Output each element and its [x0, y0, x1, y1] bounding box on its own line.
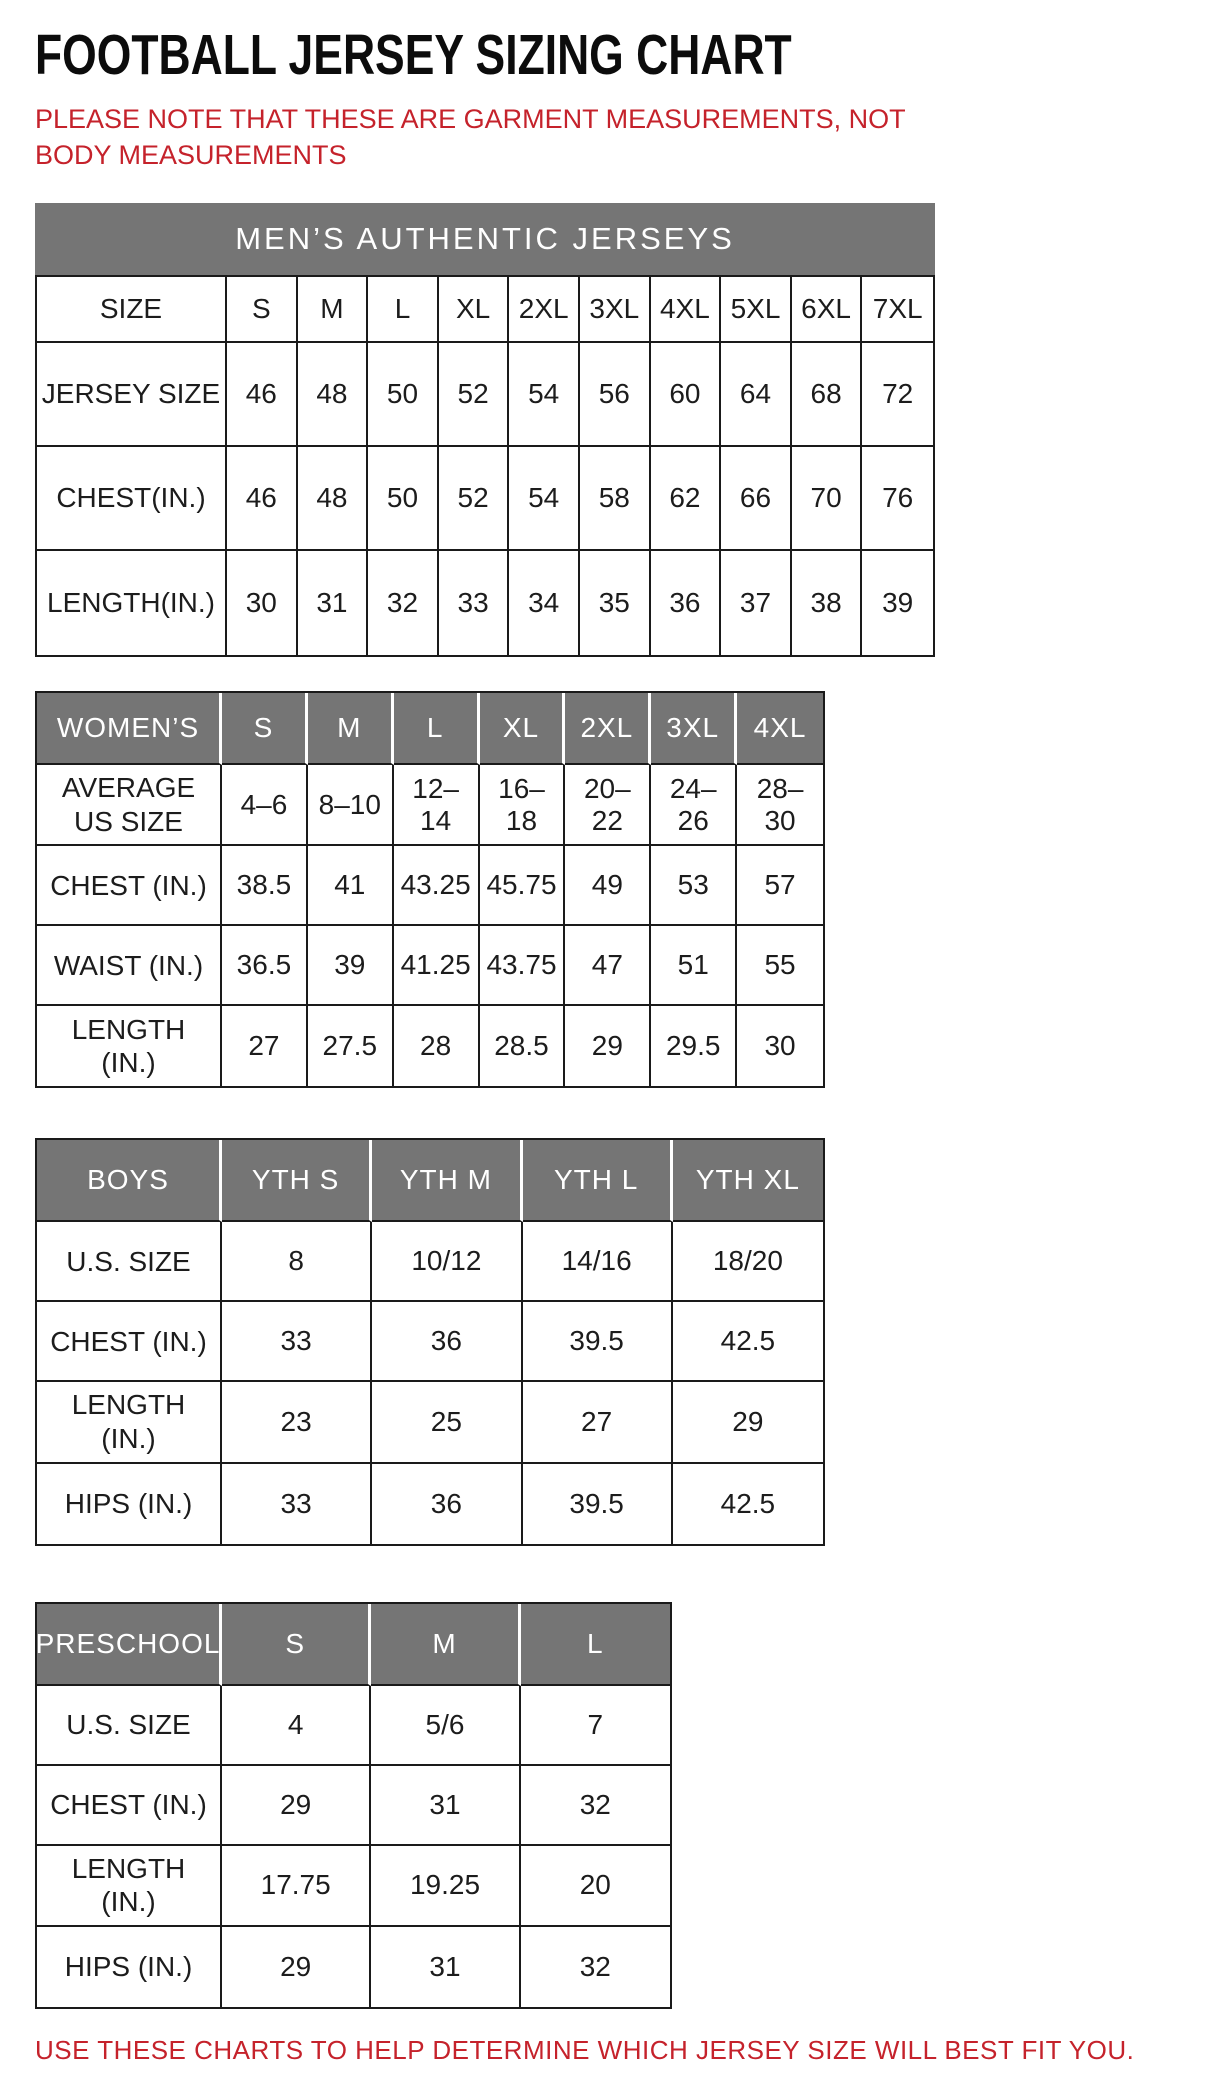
measurement-value-cell: 36 — [372, 1464, 522, 1544]
measurement-value-cell: 39.5 — [523, 1464, 673, 1544]
measurement-value-cell: 45.75 — [480, 846, 566, 926]
size-header-cell: M — [308, 693, 394, 765]
measurement-value-cell: 4 — [222, 1686, 371, 1766]
measurement-value-cell: 5/6 — [371, 1686, 520, 1766]
measurement-value-cell: 29 — [222, 1766, 371, 1846]
measurement-value-cell: 68 — [792, 343, 863, 447]
measurement-value-cell: 32 — [521, 1766, 670, 1846]
row-label-cell: CHEST (IN.) — [37, 1766, 222, 1846]
measurement-value-cell: 27 — [222, 1006, 308, 1086]
measurement-value-cell: 39 — [308, 926, 394, 1006]
measurement-value-cell: 16–18 — [480, 765, 566, 846]
measurement-value-cell: 64 — [721, 343, 792, 447]
measurement-value-cell: 48 — [298, 343, 369, 447]
measurement-value-cell: 7 — [521, 1686, 670, 1766]
measurement-value-cell: 41.25 — [394, 926, 480, 1006]
measurement-value-cell: 31 — [371, 1766, 520, 1846]
measurement-value-cell: 12–14 — [394, 765, 480, 846]
preschool-jerseys-section — [35, 1602, 1185, 2009]
measurement-value-cell: 42.5 — [673, 1464, 823, 1544]
size-header-cell: YTH XL — [673, 1140, 823, 1222]
measurement-value-cell: 33 — [222, 1302, 372, 1382]
measurement-value-cell: 76 — [862, 447, 933, 551]
measurement-value-cell: 19.25 — [371, 1846, 520, 1927]
measurement-value-cell: 58 — [580, 447, 651, 551]
measurement-value-cell: 28 — [394, 1006, 480, 1086]
measurement-value-cell: 62 — [651, 447, 722, 551]
footer-note: USE THESE CHARTS TO HELP DETERMINE WHICH JERSEY SIZE WILL BEST FIT YOU. — [35, 2034, 1135, 2065]
measurement-value-cell: 27 — [523, 1382, 673, 1463]
row-label-cell: U.S. SIZE — [37, 1686, 222, 1766]
measurement-value-cell: 8 — [222, 1222, 372, 1302]
measurement-value-cell: 55 — [737, 926, 823, 1006]
boys-jerseys-section — [35, 1138, 1185, 1545]
table-title-header-cell: WOMEN’S — [37, 693, 222, 765]
measurement-value-cell: 10/12 — [372, 1222, 522, 1302]
womens-sizing-table — [35, 691, 825, 1088]
measurement-value-cell: 43.75 — [480, 926, 566, 1006]
size-header-cell: 3XL — [651, 693, 737, 765]
measurement-value-cell: 52 — [439, 343, 510, 447]
measurement-value-cell: 32 — [368, 551, 439, 655]
measurement-value-cell: 29 — [673, 1382, 823, 1463]
measurement-value-cell: 7XL — [862, 277, 933, 343]
size-header-cell: YTH S — [222, 1140, 372, 1222]
measurement-value-cell: XL — [439, 277, 510, 343]
measurement-value-cell: 50 — [368, 343, 439, 447]
measurement-value-cell: 2XL — [509, 277, 580, 343]
measurement-value-cell: 37 — [721, 551, 792, 655]
measurement-value-cell: 54 — [509, 447, 580, 551]
measurement-value-cell: 36.5 — [222, 926, 308, 1006]
row-label-cell: LENGTH(IN.) — [37, 551, 227, 655]
row-label-cell: HIPS (IN.) — [37, 1464, 222, 1544]
mens-jerseys-section — [35, 203, 1185, 657]
row-label-cell: CHEST(IN.) — [37, 447, 227, 551]
measurement-value-cell: 30 — [227, 551, 298, 655]
measurement-value-cell: 41 — [308, 846, 394, 926]
measurement-value-cell: 52 — [439, 447, 510, 551]
measurement-value-cell: 18/20 — [673, 1222, 823, 1302]
measurement-value-cell: 31 — [371, 1927, 520, 2007]
measurement-value-cell: 36 — [651, 551, 722, 655]
measurement-value-cell: 20 — [521, 1846, 670, 1927]
measurement-value-cell: 54 — [509, 343, 580, 447]
measurement-value-cell: 29.5 — [651, 1006, 737, 1086]
size-header-cell: S — [222, 693, 308, 765]
measurement-value-cell: 35 — [580, 551, 651, 655]
measurement-value-cell: 17.75 — [222, 1846, 371, 1927]
measurement-value-cell: 39 — [862, 551, 933, 655]
row-label-cell: LENGTH (IN.) — [37, 1846, 222, 1927]
size-header-cell: S — [222, 1604, 371, 1686]
measurement-value-cell: 39.5 — [523, 1302, 673, 1382]
measurement-value-cell: M — [298, 277, 369, 343]
measurement-value-cell: 48 — [298, 447, 369, 551]
measurement-value-cell: 28.5 — [480, 1006, 566, 1086]
measurement-value-cell: 33 — [222, 1464, 372, 1544]
size-header-cell: L — [521, 1604, 670, 1686]
measurement-value-cell: 70 — [792, 447, 863, 551]
size-header-cell: 4XL — [737, 693, 823, 765]
measurement-value-cell: 4–6 — [222, 765, 308, 846]
measurement-value-cell: 6XL — [792, 277, 863, 343]
row-label-cell: LENGTH (IN.) — [37, 1382, 222, 1463]
row-label-cell: JERSEY SIZE — [37, 343, 227, 447]
measurement-value-cell: 25 — [372, 1382, 522, 1463]
size-header-cell: YTH M — [372, 1140, 522, 1222]
table-title-header-cell: BOYS — [37, 1140, 222, 1222]
measurement-value-cell: 36 — [372, 1302, 522, 1382]
measurement-value-cell: 56 — [580, 343, 651, 447]
measurement-value-cell: 24–26 — [651, 765, 737, 846]
measurement-value-cell: 60 — [651, 343, 722, 447]
measurement-value-cell: 53 — [651, 846, 737, 926]
row-label-cell: WAIST (IN.) — [37, 926, 222, 1006]
row-label-cell: CHEST (IN.) — [37, 1302, 222, 1382]
measurement-value-cell: 28–30 — [737, 765, 823, 846]
measurement-value-cell: 50 — [368, 447, 439, 551]
size-header-cell: YTH L — [523, 1140, 673, 1222]
measurement-value-cell: 27.5 — [308, 1006, 394, 1086]
measurement-value-cell: 57 — [737, 846, 823, 926]
measurement-value-cell: 34 — [509, 551, 580, 655]
garment-measurements-note: PLEASE NOTE THAT THESE ARE GARMENT MEASUREMENTS, NOT BODY MEASUREMENTS — [35, 104, 906, 170]
row-label-cell: SIZE — [37, 277, 227, 343]
measurement-value-cell: 42.5 — [673, 1302, 823, 1382]
row-label-cell: HIPS (IN.) — [37, 1927, 222, 2007]
size-header-cell: 2XL — [565, 693, 651, 765]
mens-table-banner: MEN’S AUTHENTIC JERSEYS — [35, 203, 935, 275]
table-title-header-cell: PRESCHOOL — [37, 1604, 222, 1686]
measurement-value-cell: 51 — [651, 926, 737, 1006]
measurement-value-cell: 4XL — [651, 277, 722, 343]
page-title: FOOTBALL JERSEY SIZING CHART — [35, 23, 792, 87]
measurement-value-cell: 46 — [227, 343, 298, 447]
measurement-value-cell: 31 — [298, 551, 369, 655]
measurement-value-cell: 66 — [721, 447, 792, 551]
measurement-value-cell: 33 — [439, 551, 510, 655]
measurement-value-cell: 8–10 — [308, 765, 394, 846]
measurement-value-cell: 23 — [222, 1382, 372, 1463]
measurement-value-cell: 20–22 — [565, 765, 651, 846]
measurement-value-cell: 72 — [862, 343, 933, 447]
measurement-value-cell: L — [368, 277, 439, 343]
womens-jerseys-section — [35, 691, 1185, 1088]
measurement-value-cell: S — [227, 277, 298, 343]
measurement-value-cell: 32 — [521, 1927, 670, 2007]
measurement-value-cell: 43.25 — [394, 846, 480, 926]
measurement-value-cell: 47 — [565, 926, 651, 1006]
measurement-value-cell: 29 — [222, 1927, 371, 2007]
measurement-value-cell: 38.5 — [222, 846, 308, 926]
measurement-value-cell: 5XL — [721, 277, 792, 343]
row-label-cell: U.S. SIZE — [37, 1222, 222, 1302]
measurement-value-cell: 30 — [737, 1006, 823, 1086]
size-header-cell: M — [371, 1604, 520, 1686]
measurement-value-cell: 46 — [227, 447, 298, 551]
row-label-cell: LENGTH (IN.) — [37, 1006, 222, 1086]
size-header-cell: XL — [480, 693, 566, 765]
mens-sizing-table — [35, 275, 935, 657]
measurement-value-cell: 14/16 — [523, 1222, 673, 1302]
measurement-value-cell: 29 — [565, 1006, 651, 1086]
row-label-cell: CHEST (IN.) — [37, 846, 222, 926]
boys-sizing-table — [35, 1138, 825, 1545]
measurement-value-cell: 38 — [792, 551, 863, 655]
preschool-sizing-table — [35, 1602, 672, 2009]
measurement-value-cell: 49 — [565, 846, 651, 926]
measurement-value-cell: 3XL — [580, 277, 651, 343]
size-header-cell: L — [394, 693, 480, 765]
row-label-cell: AVERAGE US SIZE — [37, 765, 222, 846]
